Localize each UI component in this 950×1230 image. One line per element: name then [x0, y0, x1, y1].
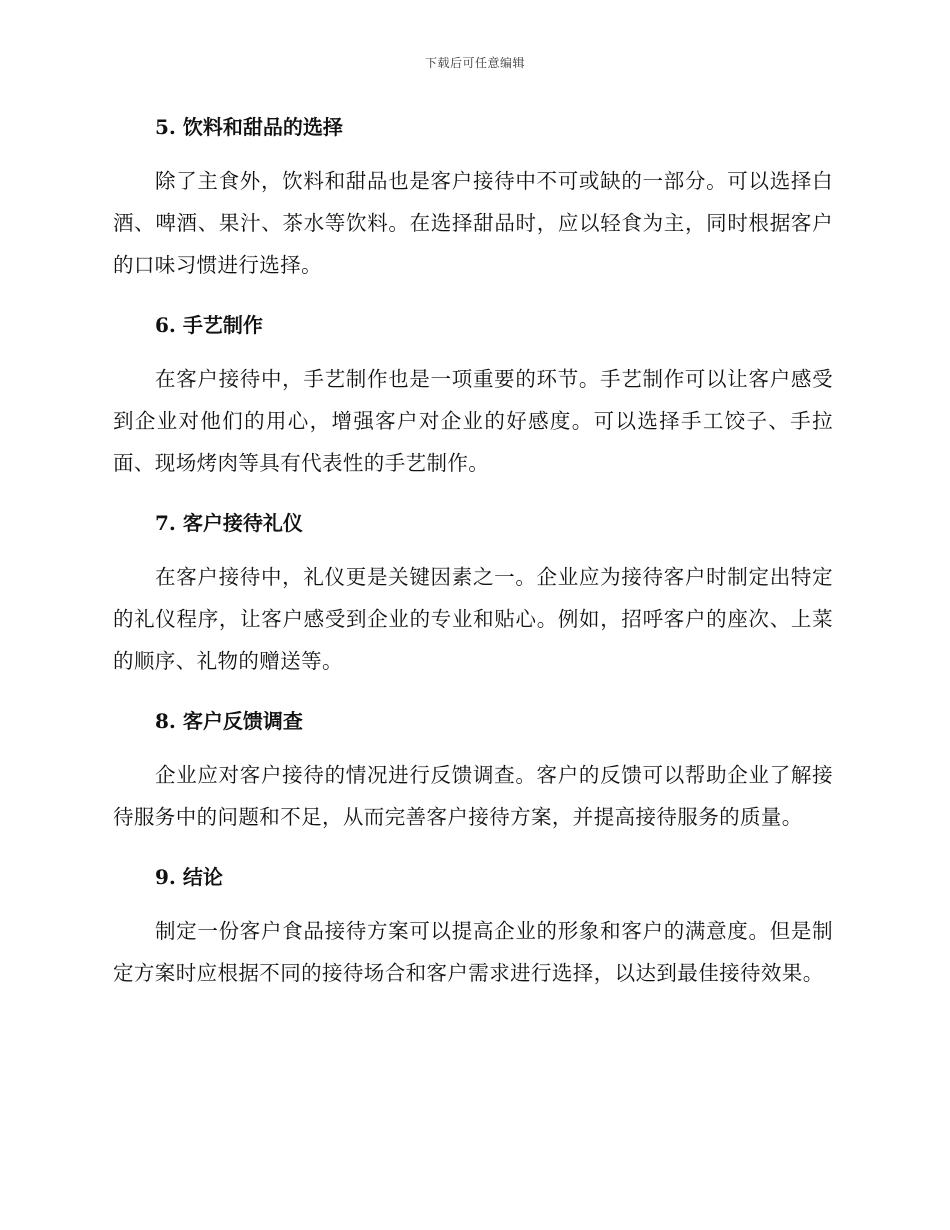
section-6	[113, 306, 833, 484]
section-8	[113, 702, 833, 838]
section-7	[113, 504, 833, 682]
section-paragraph: 在客户接待中，礼仪更是关键因素之一。企业应为接待客户时制定出特定的礼仪程序，让客户感受到企业的专业和贴心。例如，招呼客户的座次、上菜的顺序、礼物的赠送等。	[113, 565, 833, 673]
section-heading: 8. 客户反馈调查	[155, 709, 303, 733]
section-heading: 7. 客户接待礼仪	[155, 511, 303, 535]
section-paragraph: 企业应对客户接待的情况进行反馈调查。客户的反馈可以帮助企业了解接待服务中的问题和不足，从而完善客户接待方案，并提高接待服务的质量。	[113, 763, 833, 829]
document-content	[113, 108, 833, 994]
section-heading: 5. 饮料和甜品的选择	[155, 115, 343, 139]
section-heading: 9. 结论	[155, 865, 223, 889]
section-paragraph: 除了主食外，饮料和甜品也是客户接待中不可或缺的一部分。可以选择白酒、啤酒、果汁、茶水等饮料。在选择甜品时，应以轻食为主，同时根据客户的口味习惯进行选择。	[113, 169, 833, 277]
section-paragraph: 在客户接待中，手艺制作也是一项重要的环节。手艺制作可以让客户感受到企业对他们的用心，增强客户对企业的好感度。可以选择手工饺子、手拉面、现场烤肉等具有代表性的手艺制作。	[113, 367, 833, 475]
section-heading: 6. 手艺制作	[155, 313, 263, 337]
section-9	[113, 858, 833, 994]
header-note: 下载后可任意编辑	[424, 56, 525, 70]
section-5	[113, 108, 833, 286]
section-paragraph: 制定一份客户食品接待方案可以提高企业的形象和客户的满意度。但是制定方案时应根据不同的接待场合和客户需求进行选择，以达到最佳接待效果。	[113, 919, 833, 985]
